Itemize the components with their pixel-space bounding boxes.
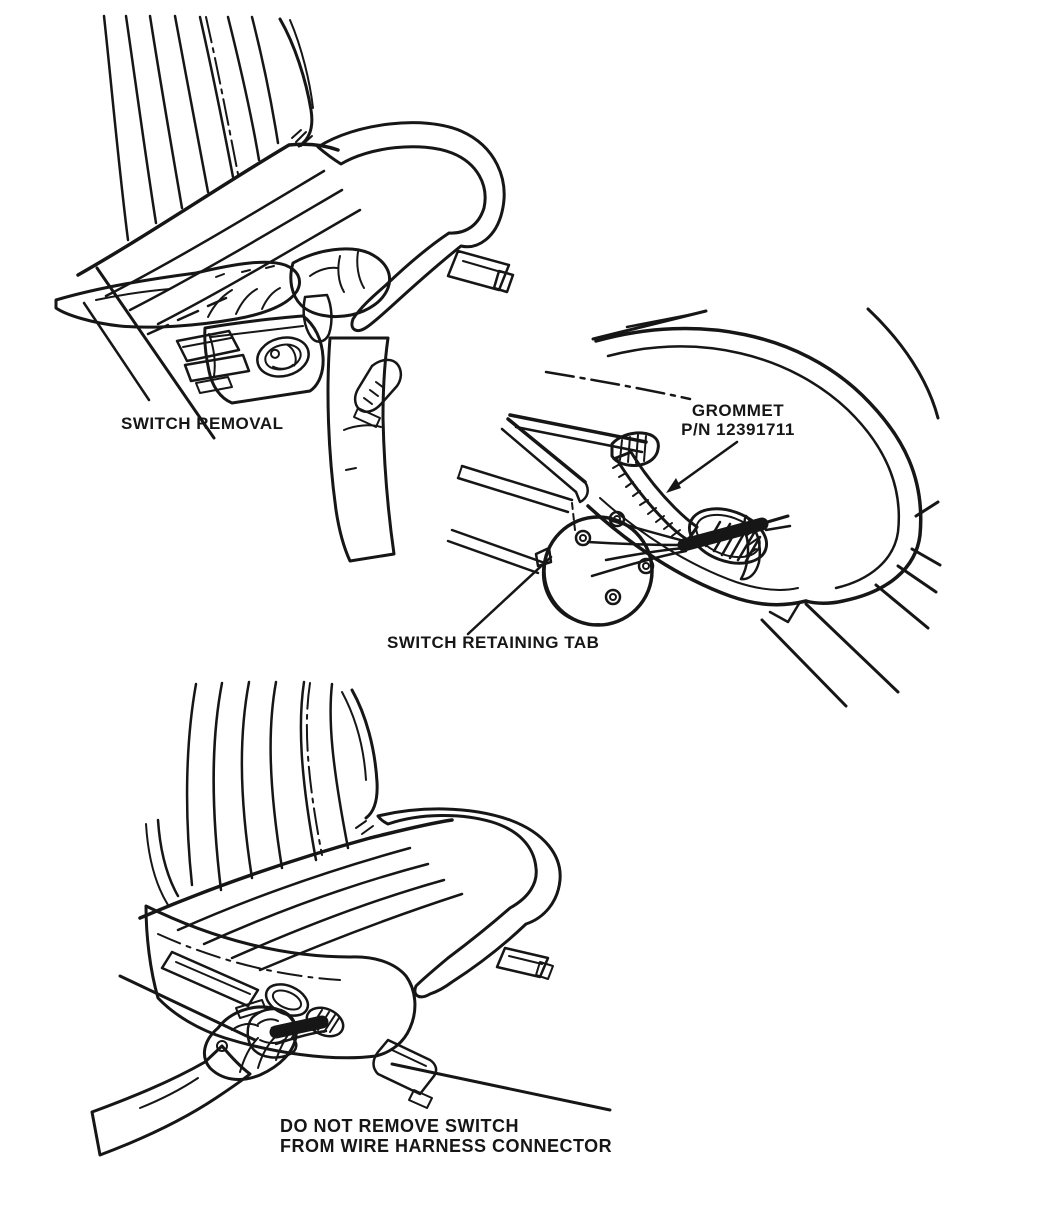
floor-line-left bbox=[120, 976, 255, 1040]
seat-back-pleats bbox=[104, 16, 313, 240]
grommet-arrowhead-icon bbox=[666, 478, 681, 493]
technician-hand-bottom bbox=[92, 1007, 296, 1155]
seat-bolster-bottom bbox=[378, 809, 560, 997]
wire-harness-bottom bbox=[272, 1020, 326, 1044]
retaining-tab-label: SWITCH RETAINING TAB bbox=[387, 633, 600, 652]
switch-knob-icon bbox=[253, 332, 313, 381]
retaining-tab-leader-line bbox=[468, 557, 551, 634]
switch-removal-caption: SWITCH REMOVAL bbox=[121, 414, 284, 433]
seat-bolster bbox=[318, 123, 504, 331]
seat-track-foot-rear bbox=[354, 360, 401, 427]
seat-frame-edge-line bbox=[97, 268, 214, 438]
warning-caption-line1: DO NOT REMOVE SWITCH bbox=[280, 1116, 519, 1136]
warning-caption-line2: FROM WIRE HARNESS CONNECTOR bbox=[280, 1136, 613, 1156]
seat-track-strips bbox=[448, 466, 572, 573]
grommet-label-line1: GROMMET bbox=[691, 401, 785, 420]
switch-removal-illustration bbox=[56, 16, 513, 561]
seat-side-panel bbox=[588, 329, 921, 622]
seat-frame-edge-line2 bbox=[84, 303, 149, 400]
grommet-leader-arrow bbox=[673, 442, 737, 488]
seat-switch-body bbox=[536, 512, 653, 625]
warning-illustration bbox=[92, 682, 613, 1156]
seat-track-foot-right bbox=[448, 251, 513, 292]
grommet-label-line2: P/N 12391711 bbox=[681, 420, 795, 439]
